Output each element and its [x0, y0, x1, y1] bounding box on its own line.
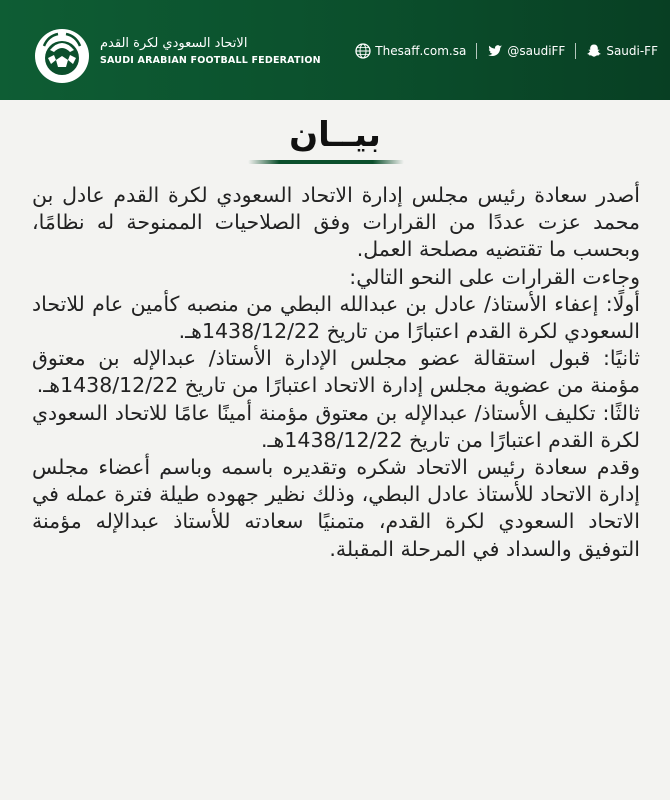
globe-icon: [355, 43, 371, 59]
page-title: بيــان: [289, 115, 381, 155]
paragraph-intro: أصدر سعادة رئيس مجلس إدارة الاتحاد السعودي لكرة القدم عادل بن محمد عزت عددًا من القرارات وفق الصلاحيات الممنوحة له نظامًا، وبحسب ما تقتضيه مصلحة العمل.: [32, 183, 640, 262]
paragraph-second-decision: ثانيًا: قبول استقالة عضو مجلس الإدارة الأستاذ/ عبدالإله بن معتوق مؤمنة من عضوية مجلس إدارة الاتحاد اعتبارًا من تاريخ 1438/12/22هـ.: [32, 346, 640, 398]
divider: [476, 43, 477, 59]
federation-name-arabic: الاتحاد السعودي لكرة القدم: [100, 36, 248, 51]
social-links: [355, 40, 658, 62]
snapchat-ghost-icon: [586, 43, 602, 59]
website-link[interactable]: [355, 43, 466, 59]
paragraph-decisions-heading: وجاءت القرارات على النحو التالي:: [349, 264, 640, 289]
twitter-bird-icon: [487, 43, 503, 59]
federation-name-english: SAUDI ARABIAN FOOTBALL FEDERATION: [100, 55, 321, 66]
website-text: Thesaff.com.sa: [375, 44, 467, 58]
statement-body: [32, 182, 640, 563]
title-underline: [248, 160, 404, 164]
paragraph-closing: وقدم سعادة رئيس الاتحاد شكره وتقديره باسمه وباسم أعضاء مجلس إدارة الاتحاد للأستاذ عادل البطي، وذلك نظير جهوده طيلة فترة عمله في الاتحاد السعودي لكرة القدم، متمنيًا سعادته للأستاذ عبدالإله مؤمنة التوفيق والسداد في المرحلة المقبلة.: [32, 455, 640, 561]
paragraph-first-decision: أولًا: إعفاء الأستاذ/ عادل بن عبدالله البطي من منصبه كأمين عام للاتحاد السعودي لكرة القدم اعتبارًا من تاريخ 1438/12/22هـ.: [32, 291, 640, 344]
federation-logo-icon: [34, 28, 90, 84]
snapchat-handle: Saudi-FF: [606, 44, 658, 58]
header-bar: [0, 0, 670, 100]
divider: [575, 43, 576, 59]
snapchat-link[interactable]: [586, 43, 658, 59]
twitter-link[interactable]: [487, 43, 565, 59]
paragraph-third-decision: ثالثًا: تكليف الأستاذ/ عبدالإله بن معتوق مؤمنة أمينًا عامًا للاتحاد السعودي لكرة القدم اعتبارًا من تاريخ 1438/12/22هـ.: [32, 400, 640, 452]
twitter-handle: @saudiFF: [507, 44, 566, 58]
